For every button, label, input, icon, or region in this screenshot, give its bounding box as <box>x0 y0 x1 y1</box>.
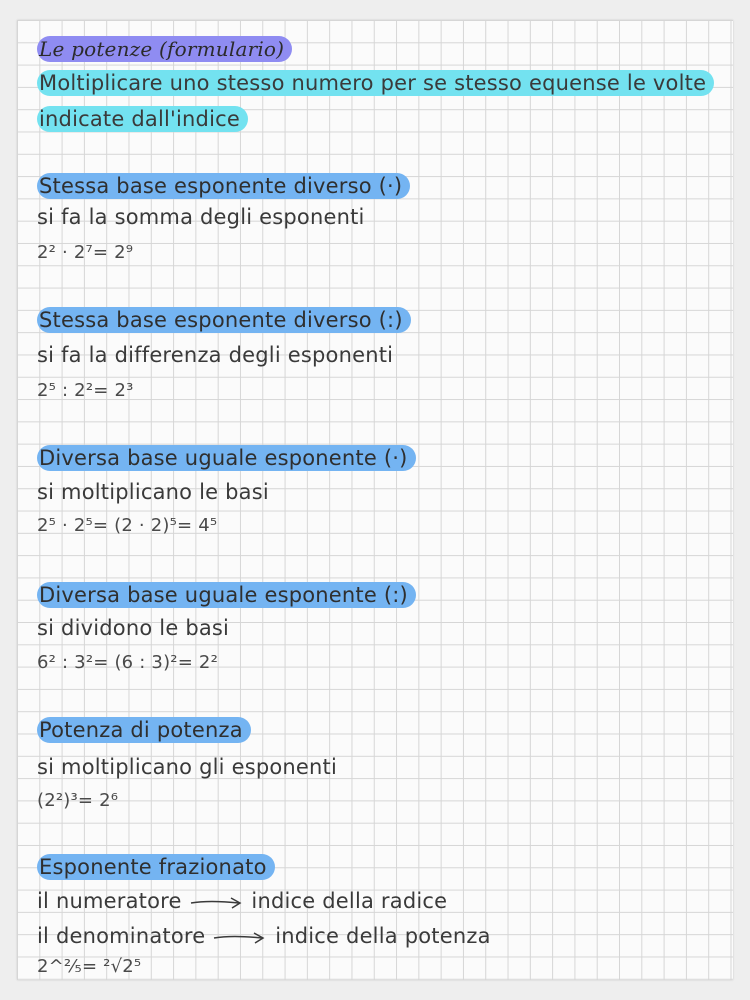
arrow-right-icon <box>212 930 268 944</box>
numerator-line <box>37 889 447 913</box>
fraction-formula: 2^²⁄₅= ²√2⁵ <box>37 956 142 977</box>
section-rule-1: si fa la somma degli esponenti <box>37 205 365 229</box>
denominator-target: indice della potenza <box>275 924 491 948</box>
section-heading-3: Diversa base uguale esponente (·) <box>37 445 416 471</box>
intro-line-2: indicate dall'indice <box>37 106 248 132</box>
notebook-page <box>17 20 733 980</box>
intro-line-1: Moltiplicare uno stesso numero per se stesso equense le volte <box>37 70 714 96</box>
section-formula-3: 2⁵ · 2⁵= (2 · 2)⁵= 4⁵ <box>37 515 218 536</box>
section-rule-4: si dividono le basi <box>37 616 230 640</box>
numerator-target: indice della radice <box>251 889 448 913</box>
section-heading-4: Diversa base uguale esponente (:) <box>37 582 416 608</box>
section-heading-1: Stessa base esponente diverso (·) <box>37 173 410 199</box>
section-formula-5: (2²)³= 2⁶ <box>37 790 119 811</box>
section-formula-1: 2² · 2⁷= 2⁹ <box>37 242 134 263</box>
numerator-label: il numeratore <box>37 889 182 913</box>
fraction-heading: Esponente frazionato <box>37 854 275 880</box>
section-formula-4: 6² : 3²= (6 : 3)²= 2² <box>37 652 218 673</box>
denominator-label: il denominatore <box>37 924 206 948</box>
section-rule-2: si fa la differenza degli esponenti <box>37 343 394 367</box>
page-title: Le potenze (formulario) <box>37 36 292 62</box>
section-formula-2: 2⁵ : 2²= 2³ <box>37 380 134 401</box>
arrow-right-icon <box>189 895 245 909</box>
section-rule-3: si moltiplicano le basi <box>37 480 269 504</box>
section-heading-2: Stessa base esponente diverso (:) <box>37 307 411 333</box>
section-rule-5: si moltiplicano gli esponenti <box>37 755 338 779</box>
denominator-line <box>37 924 491 948</box>
section-heading-5: Potenza di potenza <box>37 717 251 743</box>
